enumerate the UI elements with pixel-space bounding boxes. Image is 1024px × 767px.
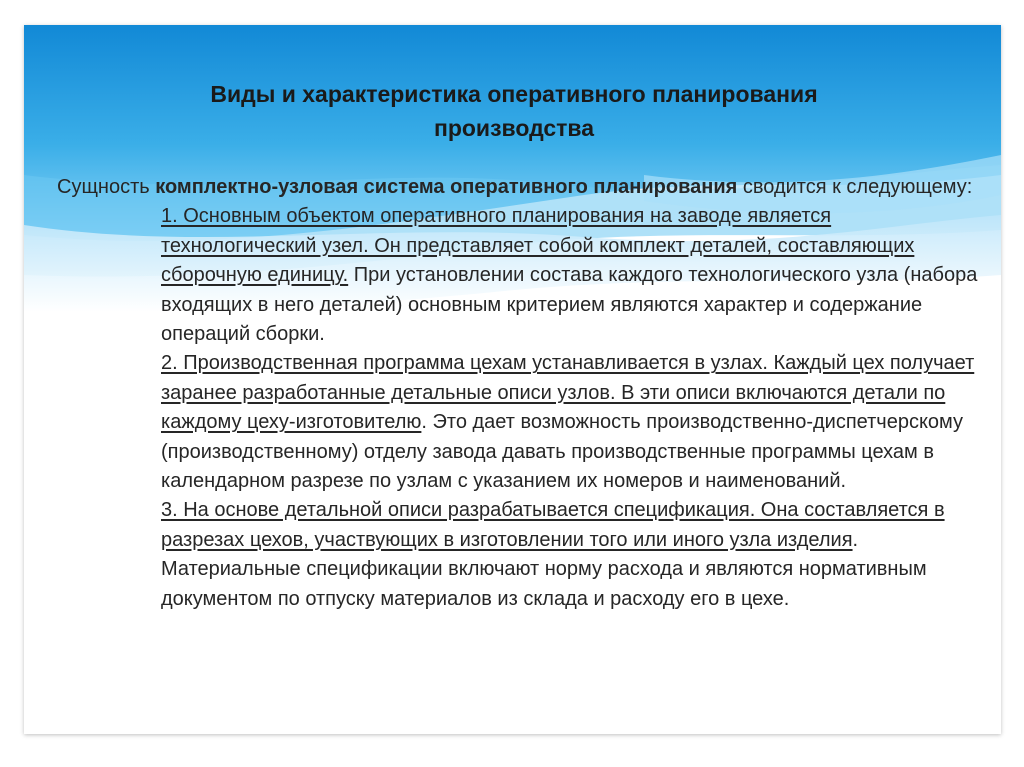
point-1-text: При установлении состава каждого технологического узла (набора входящих в него деталей) основным критерием являются характер и содержание операций сборки. xyxy=(161,264,978,346)
intro-text: Сущность xyxy=(57,176,156,198)
point-2-paragraph xyxy=(57,349,987,496)
point-1-underlined: 1. Основным объектом оперативного планирования на заводе является технологический узел. Он представляет собой комплект деталей, составляющих сборочную единицу. xyxy=(161,205,915,287)
slide xyxy=(24,25,1001,734)
point-3-text: . Материальные спецификации включают норму расхода и являются нормативным документом по отпуску материалов из склада и расходу его в цехе. xyxy=(161,528,927,610)
intro-text-end: сводится к следующему: xyxy=(737,176,973,198)
point-3-underlined: 3. На основе детальной описи разрабатывается спецификация. Она составляется в разрезах цехов, участвующих в изготовлении того или иного узла изделия xyxy=(161,499,945,551)
point-2-text: . Это дает возможность производственно-диспетчерскому (производственному) отделу завода давать производственные программы цехам в календарном разрезе по узлам с указанием их номеров и наименований. xyxy=(161,411,964,493)
point-3-paragraph xyxy=(57,496,987,614)
intro-bold-term: комплектно-узловая система оперативного планирования xyxy=(155,176,738,198)
intro-paragraph xyxy=(57,173,987,202)
point-2-underlined: 2. Производственная программа цехам устанавливается в узлах. Каждый цех получает заранее разработанные детальные описи узлов. В эти описи включаются детали по каждому цеху-изготовителю xyxy=(161,352,975,434)
point-1-paragraph xyxy=(57,202,987,349)
slide-body xyxy=(57,173,987,614)
slide-title xyxy=(124,77,904,145)
title-line-2: производства xyxy=(433,115,595,141)
title-line-1: Виды и характеристика оперативного планирования xyxy=(210,81,818,107)
